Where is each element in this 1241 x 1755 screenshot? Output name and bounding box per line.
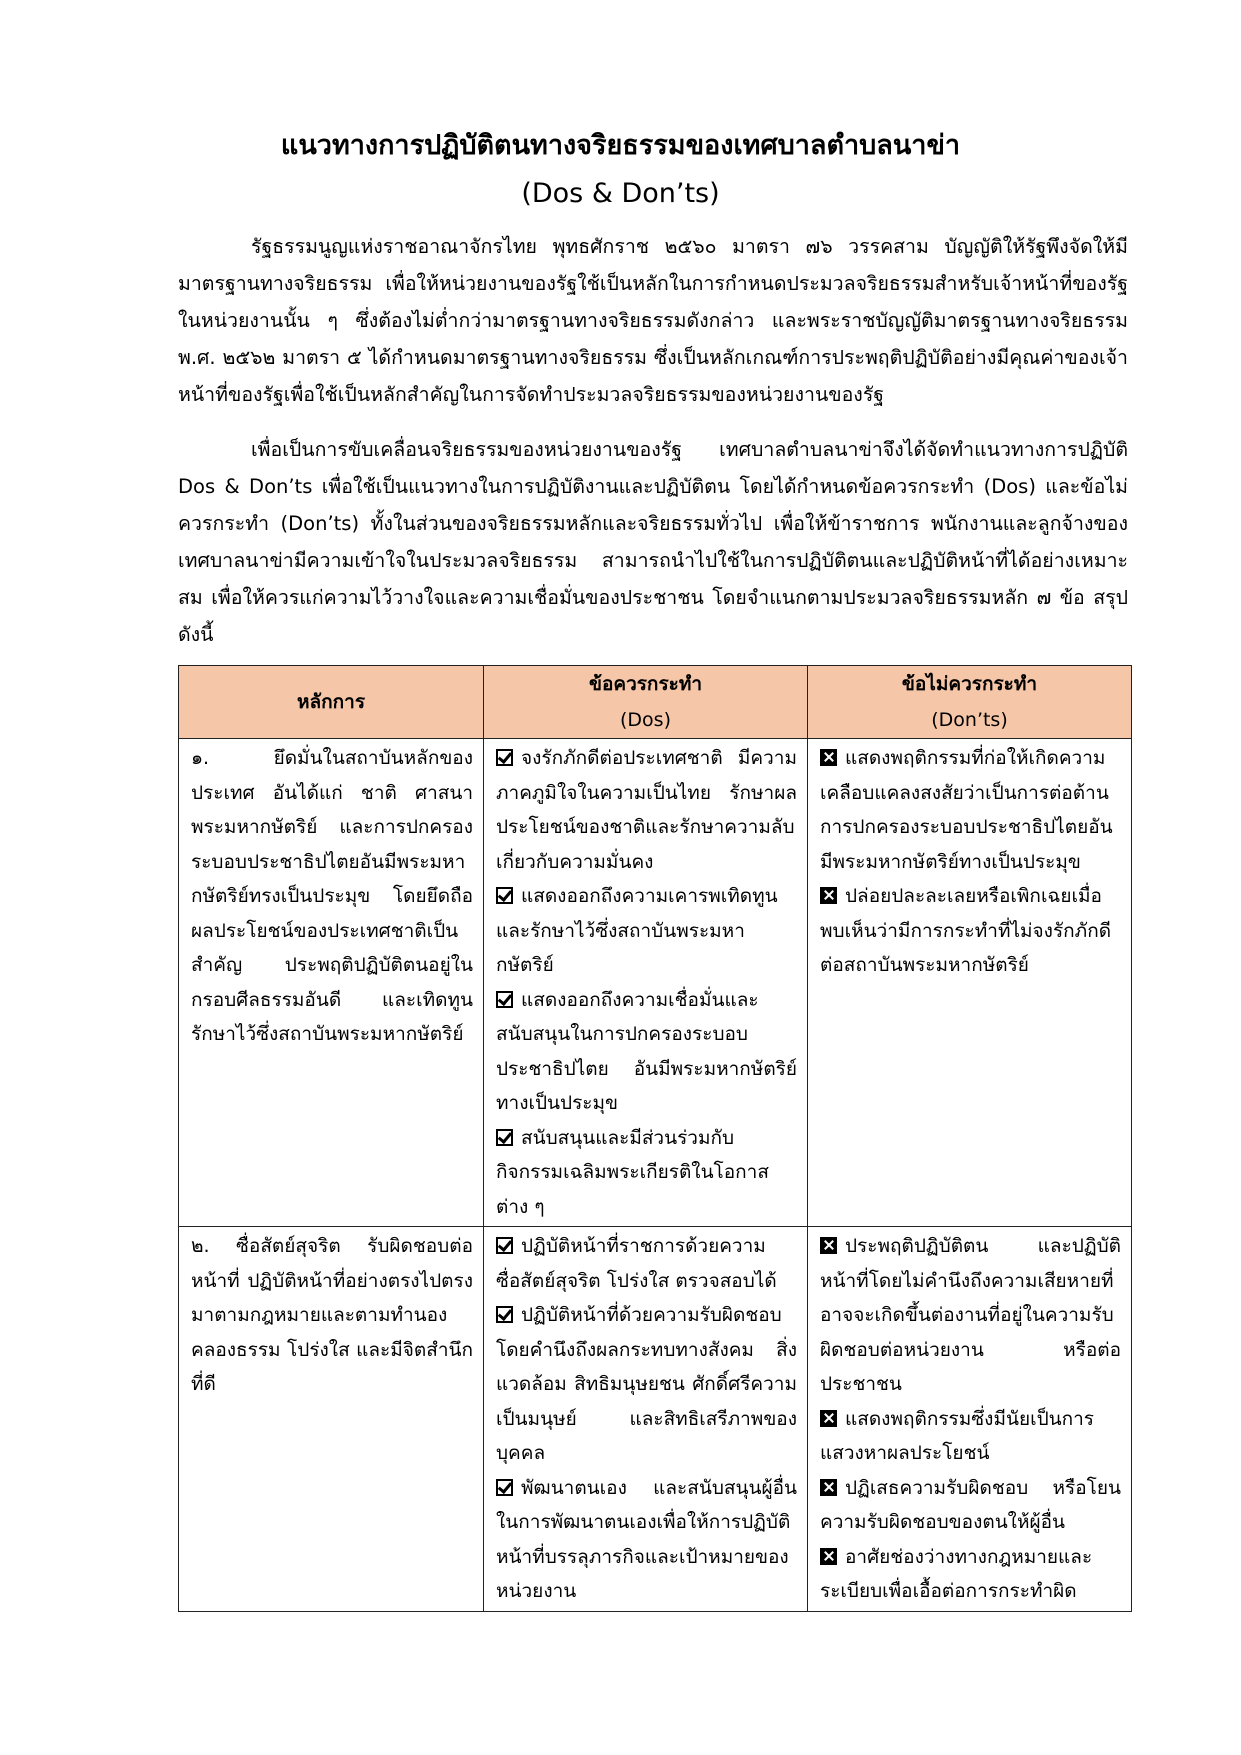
checked-box-icon: [496, 1129, 513, 1146]
dos-item: [496, 983, 797, 1121]
donts-item-text: แสดงพฤติกรรมที่ก่อให้เกิดความเคลือบแคลงสงสัยว่าเป็นการต่อต้านการปกครองระบอบประชาธิปไตยอันมีพระมหากษัตริย์ทางเป็นประมุข: [820, 747, 1113, 873]
dos-item: [496, 1298, 797, 1471]
dos-item-text: จงรักภักดีต่อประเทศชาติ มีความภาคภูมิใจในความเป็นไทย รักษาผลประโยชน์ของชาติและรักษาความลับเกี่ยวกับความมั่นคง: [496, 747, 797, 873]
crossed-box-icon: [820, 1479, 837, 1496]
header-donts: [808, 666, 1132, 739]
dos-item-text: พัฒนาตนเอง และสนับสนุนผู้อื่นในการพัฒนาตนเองเพื่อให้การปฏิบัติหน้าที่บรรลุภารกิจและเป้าหมายของหน่วยงาน: [496, 1476, 797, 1602]
header-dos: [484, 666, 808, 739]
donts-cell: [808, 739, 1132, 1227]
table-row: [179, 1227, 1132, 1612]
dos-item: [496, 879, 797, 983]
checked-box-icon: [496, 991, 513, 1008]
dos-cell: [484, 739, 808, 1227]
donts-item-text: แสดงพฤติกรรมซึ่งมีนัยเป็นการแสวงหาผลประโยชน์: [820, 1407, 1095, 1464]
dos-item: [496, 1471, 797, 1609]
donts-item: [820, 1471, 1121, 1540]
header-donts-label: ข้อไม่ควรกระทำ: [901, 673, 1038, 695]
header-principle: หลักการ: [179, 666, 484, 739]
checked-box-icon: [496, 749, 513, 766]
dos-item: [496, 1229, 797, 1298]
donts-item: [820, 1229, 1121, 1402]
header-dos-sub: (Dos): [620, 709, 671, 731]
donts-item: [820, 1540, 1121, 1609]
dos-donts-table: [178, 665, 1132, 1612]
dos-item-text: ปฏิบัติหน้าที่ด้วยความรับผิดชอบ โดยคำนึงถึงผลกระทบทางสังคม สิ่งแวดล้อม สิทธิมนุษยชน ศักดิ์ศรีความเป็นมนุษย์ และสิทธิเสรีภาพของบุคคล: [496, 1304, 797, 1464]
dos-item-text: แสดงออกถึงความเคารพเทิดทูน และรักษาไว้ซึ่งสถาบันพระมหากษัตริย์: [496, 885, 778, 976]
donts-cell: [808, 1227, 1132, 1612]
principle-cell: ๑. ยึดมั่นในสถาบันหลักของประเทศ อันได้แก่ ชาติ ศาสนา พระมหากษัตริย์ และการปกครองระบอบประชาธิปไตยอันมีพระมหากษัตริย์ทรงเป็นประมุข โดยยึดถือผลประโยชน์ของประเทศชาติเป็นสำคัญ ประพฤติปฏิบัติตนอยู่ในกรอบศีลธรรมอันดี และเทิดทูนรักษาไว้ซึ่งสถาบันพระมหากษัตริย์: [179, 739, 484, 1227]
principle-cell: ๒. ซื่อสัตย์สุจริต รับผิดชอบต่อหน้าที่ ปฏิบัติหน้าที่อย่างตรงไปตรงมาตามกฎหมายและตามทำนองคลองธรรม โปร่งใส และมีจิตสำนึกที่ดี: [179, 1227, 484, 1612]
donts-item-text: ปฏิเสธความรับผิดชอบ หรือโยนความรับผิดชอบของตนให้ผู้อื่น: [820, 1476, 1121, 1533]
checked-box-icon: [496, 1237, 513, 1254]
header-donts-sub: (Don’ts): [931, 709, 1008, 731]
dos-item-text: สนับสนุนและมีส่วนร่วมกับกิจกรรมเฉลิมพระเกียรติในโอกาสต่าง ๆ: [496, 1126, 769, 1218]
dos-cell: [484, 1227, 808, 1612]
donts-item: [820, 741, 1121, 879]
checked-box-icon: [496, 1306, 513, 1323]
crossed-box-icon: [820, 1548, 837, 1565]
dos-item: [496, 741, 797, 879]
table-row: [179, 739, 1132, 1227]
intro-paragraph-1: รัฐธรรมนูญแห่งราชอาณาจักรไทย พุทธศักราช ๒๕๖๐ มาตรา ๗๖ วรรคสาม บัญญัติให้รัฐพึงจัดให้มีมาตรฐานทางจริยธรรม เพื่อให้หน่วยงานของรัฐใช้เป็นหลักในการกำหนดประมวลจริยธรรมสำหรับเจ้าหน้าที่ของรัฐในหน่วยงานนั้น ๆ ซึ่งต้องไม่ต่ำกว่ามาตรฐานทางจริยธรรมดังกล่าว และพระราชบัญญัติมาตรฐานทางจริยธรรม พ.ศ. ๒๕๖๒ มาตรา ๕ ได้กำหนดมาตรฐานทางจริยธรรม ซึ่งเป็นหลักเกณฑ์การประพฤติปฏิบัติอย่างมีคุณค่าของเจ้าหน้าที่ของรัฐเพื่อใช้เป็นหลักสำคัญในการจัดทำประมวลจริยธรรมของหน่วยงานของรัฐ: [178, 235, 1128, 406]
intro-paragraph-2: เพื่อเป็นการขับเคลื่อนจริยธรรมของหน่วยงานของรัฐ เทศบาลตำบลนาข่าจึงได้จัดทำแนวทางการปฏิบัติ Dos & Don’ts เพื่อใช้เป็นแนวทางในการปฏิบัติงานและปฏิบัติตน โดยได้กำหนดข้อควรกระทำ (Dos) และข้อไม่ควรกระทำ (Don’ts) ทั้งในส่วนของจริยธรรมหลักและจริยธรรมทั่วไป เพื่อให้ข้าราชการ พนักงานและลูกจ้างของเทศบาลนาข่ามีความเข้าใจในประมวลจริยธรรม สามารถนำไปใช้ในการปฏิบัติตนและปฏิบัติหน้าที่ได้อย่างเหมาะสม เพื่อให้ควรแก่ความไว้วางใจและความเชื่อมั่นของประชาชน โดยจำแนกตามประมวลจริยธรรมหลัก ๗ ข้อ สรุปดังนี้: [178, 438, 1128, 646]
donts-item-text: อาศัยช่องว่างทางกฎหมายและระเบียบเพื่อเอื้อต่อการกระทำผิด: [820, 1545, 1093, 1602]
crossed-box-icon: [820, 887, 837, 904]
donts-item-text: ปล่อยปละละเลยหรือเพิกเฉยเมื่อพบเห็นว่ามีการกระทำที่ไม่จงรักภักดีต่อสถาบันพระมหากษัตริย์: [820, 885, 1112, 976]
dos-item-text: แสดงออกถึงความเชื่อมั่นและสนับสนุนในการปกครองระบอบประชาธิปไตย อันมีพระมหากษัตริย์ทางเป็นประมุข: [496, 988, 797, 1114]
donts-item: [820, 879, 1121, 983]
document-subtitle: (Dos & Don’ts): [521, 178, 720, 209]
checked-box-icon: [496, 887, 513, 904]
document-title: แนวทางการปฏิบัติตนทางจริยธรรมของเทศบาลตำบลนาข่า: [280, 130, 961, 161]
crossed-box-icon: [820, 1410, 837, 1427]
header-dos-label: ข้อควรกระทำ: [588, 673, 703, 695]
donts-item: [820, 1402, 1121, 1471]
crossed-box-icon: [820, 1237, 837, 1254]
table-header-row: [179, 666, 1132, 739]
dos-item: [496, 1121, 797, 1225]
checked-box-icon: [496, 1479, 513, 1496]
dos-item-text: ปฏิบัติหน้าที่ราชการด้วยความซื่อสัตย์สุจริต โปร่งใส ตรวจสอบได้: [496, 1235, 777, 1292]
donts-item-text: ประพฤติปฏิบัติตน และปฏิบัติหน้าที่โดยไม่คำนึงถึงความเสียหายที่อาจจะเกิดขึ้นต่องานที่อยู่ในความรับผิดชอบต่อหน่วยงาน หรือต่อประชาชน: [820, 1235, 1121, 1395]
crossed-box-icon: [820, 749, 837, 766]
